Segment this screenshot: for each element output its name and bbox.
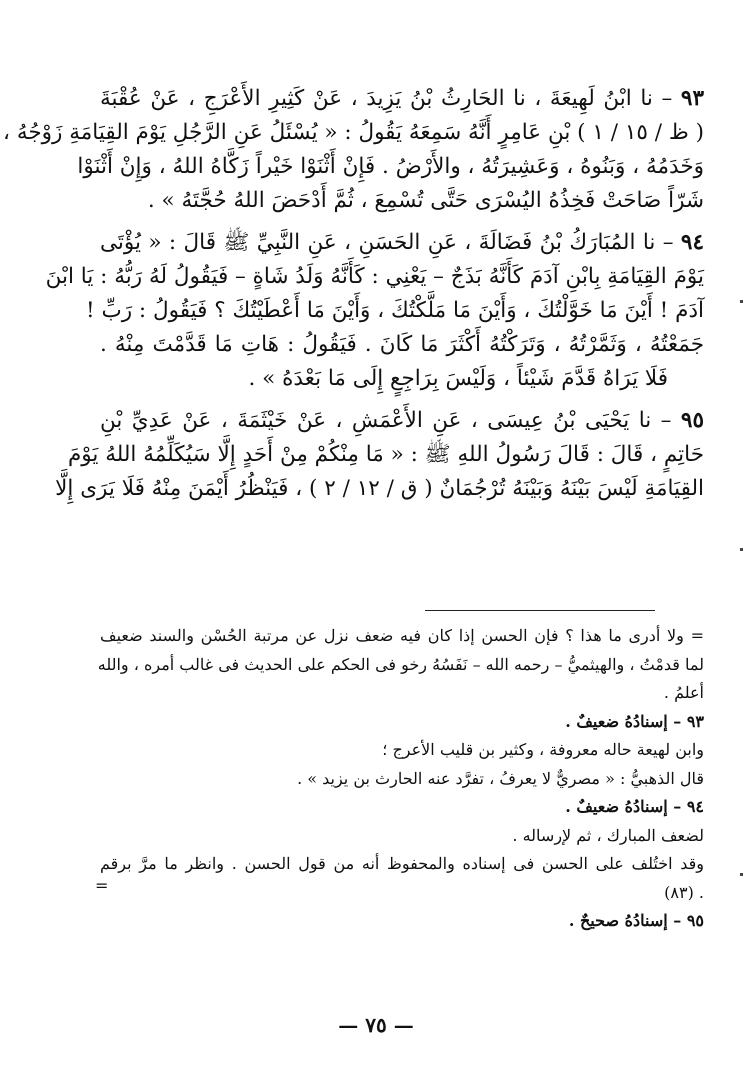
scan-speck: [740, 300, 743, 303]
hadith-95: [55, 404, 704, 506]
footnote-line: = ولا أدرى ما هذا ؟ فإن الحسن إذا كان فيه ضعف نزل عن مرتبة الحُسْن والسند ضعيف: [100, 626, 704, 645]
hadith-text-body: [3, 82, 704, 514]
hadith-line: جَمَعْتُهُ ، وَثَمَّرْتُهُ ، وَتَرَكْتُهُ أَكْثَرَ مَا كَانَ . فَيَقُولُ : هَاتِ مَا قَدَّمْتَ مِنْهُ .: [100, 332, 704, 357]
hadith-93: [3, 82, 704, 218]
hadith-line: حَاتِمٍ ، قَالَ : قَالَ رَسُولُ اللهِ ﷺ : « مَا مِنْكُمْ مِنْ أَحَدٍ إِلَّا سَيُكَلِّمُهُ اللهُ يَوْمَ: [67, 442, 704, 467]
hadith-number: ٩٣: [680, 86, 704, 111]
hadith-94: [45, 226, 704, 396]
footnote-heading-95: ٩٥ – إسنادُهُ صحيحٌ .: [568, 911, 704, 930]
hadith-line: فَلَا يَرَاهُ قَدَّمَ شَيْئاً ، وَلَيْسَ بِرَاجِعٍ إِلَى مَا بَعْدَهُ » .: [248, 366, 668, 391]
hadith-line: ٩٥ – نا يَحْيَى بْنُ عِيسَى ، عَنِ الأَعْمَشِ ، عَنْ خَيْثَمَةَ ، عَنْ عَدِيِّ بْنِ: [100, 408, 704, 433]
footnote-line: لما قدمْتُ ، والهيثميُّ – رحمه الله – نَفَسُهُ رخو فى الحكم على الحديث فى غالب أمره ، والله: [97, 654, 704, 674]
footnotes: [97, 622, 704, 936]
footnote-line: قال الذهبيُّ : « مصريٌّ لا يعرفُ ، تفرَّد عنه الحارث بن يزيد » .: [297, 768, 704, 788]
page-number: — ٧٥ —: [338, 1013, 414, 1037]
footnote-line: لضعف المبارك ، ثم لإرساله .: [512, 825, 704, 845]
scan-speck: [740, 548, 743, 551]
footnote-line: وابن لهيعة حاله معروفة ، وكثير بن قليب الأعرج ؛: [382, 740, 704, 759]
footnote-separator: [425, 610, 655, 611]
hadith-line: ( ظ / ١٥ / ١ ) بْنِ عَامِرٍ أَنَّهُ سَمِعَهُ يَقُولُ : « يُسْئَلُ عَنِ الرَّجُلِ يَوْمَ القِيَامَةِ زَوْجُهُ ،: [3, 120, 704, 145]
continuation-mark: =: [95, 876, 109, 895]
footnote-heading-93: ٩٣ – إسنادُهُ ضعيفٌ .: [565, 711, 704, 731]
hadith-number: ٩٤: [680, 230, 704, 255]
hadith-line: شَرّاً صَاحَتْ فَخِذُهُ اليُسْرَى حَتَّى تُسْمِعَ ، ثُمَّ أَدْحَضَ اللهُ حُجَّتَهُ » .: [147, 188, 704, 213]
hadith-line: يَوْمَ القِيَامَةِ بِابْنِ آدَمَ كَأَنَّهُ بَذَجٌ – يَعْنِي : كَأَنَّهُ وَلَدُ شَاةٍ – فَيَقُولُ لَهُ رَبُّهُ : يَا ابْنَ: [45, 264, 704, 289]
scan-speck: [740, 873, 743, 876]
hadith-line: ٩٣ – نا ابْنُ لَهِيعَةَ ، نا الحَارِثُ بْنُ يَزِيدَ ، عَنْ كَثِيرِ الأَعْرَجِ ، عَنْ عُقْبَةَ: [100, 86, 704, 111]
footnote-heading-94: ٩٤ – إسنادُهُ ضعيفٌ .: [565, 797, 704, 816]
hadith-line: ٩٤ – نا المُبَارَكُ بْنُ فَضَالَةَ ، عَنِ الحَسَنِ ، عَنِ النَّبِيِّ ﷺ قَالَ : « يُؤْتَى: [100, 230, 704, 255]
footnote-line: . (٨٣): [664, 882, 704, 902]
hadith-number: ٩٥: [680, 408, 704, 433]
footnote-line: أعلمُ .: [663, 683, 704, 702]
footnote-line: وقد اختُلف على الحسن فى إسناده والمحفوظ أنه من قول الحسن . وانظر ما مرَّ برقم: [100, 854, 704, 873]
hadith-line: آدَمَ ! أَيْنَ مَا خَوَّلْتُكَ ، وَأَيْنَ مَا مَلَّكْتُكَ ، وَأَيْنَ مَا أَعْطَيْتُكَ ؟ فَيَقُولُ : رَبِّ !: [86, 298, 704, 323]
hadith-line: وَخَدَمُهُ ، وَبَنُوهُ ، وَعَشِيرَتُهُ ، والأَرْضُ . فَإِنْ أَثْنَوْا خَيْراً زَكَّاهُ اللهُ ، وَإِنْ أَثْنَوْا: [77, 154, 704, 179]
hadith-line: القِيَامَةِ لَيْسَ بَيْنَهُ وَبَيْنَهُ تُرْجُمَانٌ ( ق / ١٢ / ٢ ) ، فَيَنْظُرُ أَيْمَنَ مِنْهُ فَلَا يَرَى إِلَّا: [55, 476, 704, 501]
